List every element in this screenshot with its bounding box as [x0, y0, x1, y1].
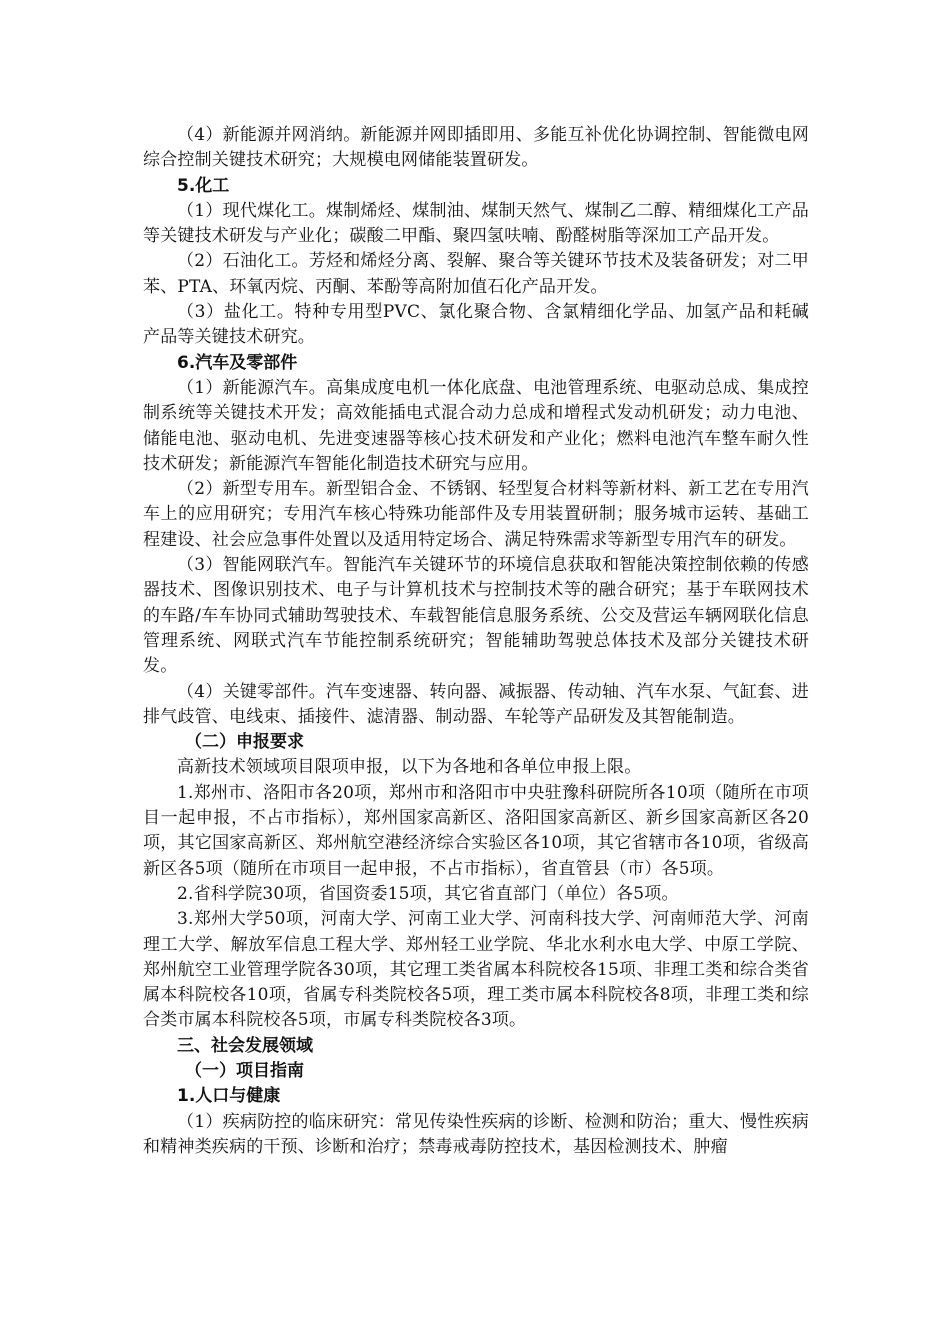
section-heading-chemical: 5.化工	[177, 175, 230, 196]
paragraph-salt-chemical: （3）盐化工。特种专用型PVC、氯化聚合物、含氯精细化学品、加氢产品和耗碱产品等关键技术研究。	[143, 302, 809, 348]
paragraph-new-energy-grid: （4）新能源并网消纳。新能源并网即插即用、多能互补优化协调控制、智能微电网综合控制关键技术研究；大规模电网储能装置研发。	[143, 125, 809, 171]
section-heading-population-health: 1.人口与健康	[177, 1086, 281, 1107]
section-heading-automotive: 6.汽车及零部件	[177, 352, 298, 373]
paragraph-quota-universities: 3.郑州大学50项，河南大学、河南工业大学、河南科技大学、河南师范大学、河南理工大学、解放军信息工程大学、郑州轻工业学院、华北水利水电大学、中原工学院、郑州航空工业管理学院各30项，其它理工类省属本科院校各15项、非理工类和综合类省属本科院校各10项，省属专科类院校各5项，理工类市属本科院校各8项，非理工类和综合类市属本科院校各5项，市属专科类院校各3项。	[143, 909, 809, 1031]
paragraph-coal-chemical: （1）现代煤化工。煤制烯烃、煤制油、煤制天然气、煤制乙二醇、精细煤化工产品等关键技术研发与产业化；碳酸二甲酯、聚四氢呋喃、酚醛树脂等深加工产品开发。	[143, 200, 809, 247]
section-heading-social-development: 三、社会发展领域	[177, 1035, 313, 1056]
paragraph-quota-intro: 高新技术领域项目限项申报，以下为各地和各单位申报上限。	[177, 757, 642, 778]
paragraph-connected-vehicle: （3）智能网联汽车。智能汽车关键环节的环境信息获取和智能决策控制依赖的传感器技术、图像识别技术、电子与计算机技术与控制技术等的融合研究；基于车联网技术的车路/车车协同式辅助驾驶技术、车载智能信息服务系统、公交及营运车辆网联化信息管理系统、网联式汽车节能控制系统研究；智能辅助驾驶总体技术及部分关键技术研发。	[143, 555, 809, 677]
paragraph-key-parts: （4）关键零部件。汽车变速器、转向器、减振器、传动轴、汽车水泵、气缸套、进排气歧管、电线束、插接件、滤清器、制动器、车轮等产品研发及其智能制造。	[143, 681, 809, 727]
paragraph-special-vehicle: （2）新型专用车。新型铝合金、不锈钢、轻型复合材料等新材料、新工艺在专用汽车上的应用研究；专用汽车核心特殊功能部件及专用装置研制；服务城市运转、基础工程建设、社会应急事件处置以及适用特定场合、满足特殊需求等新型专用汽车的研发。	[143, 479, 809, 550]
paragraph-disease-prevention: （1）疾病防控的临床研究：常见传染性疾病的诊断、检测和防治；重大、慢性疾病和精神类疾病的干预、诊断和治疗；禁毒戒毒防控技术，基因检测技术、肿瘤	[143, 1111, 809, 1157]
paragraph-new-energy-vehicle: （1）新能源汽车。高集成度电机一体化底盘、电池管理系统、电驱动总成、集成控制系统等关键技术开发；高效能插电式混合动力总成和增程式发动机研发；动力电池、储能电池、驱动电机、先进变速器等核心技术研发和产业化；燃料电池汽车整车耐久性技术研发；新能源汽车智能化制造技术研究与应用。	[143, 377, 809, 474]
section-heading-project-guide: （一）项目指南	[185, 1060, 304, 1081]
paragraph-petrochemical: （2）石油化工。芳烃和烯烃分离、裂解、聚合等关键环节技术及装备研发；对二甲苯、PTA、环氧丙烷、丙酮、苯酚等高附加值石化产品开发。	[143, 251, 809, 297]
paragraph-quota-academy: 2.省科学院30项，省国资委15项，其它省直部门（单位）各5项。	[177, 883, 679, 904]
section-heading-application-requirements: （二）申报要求	[185, 732, 304, 753]
paragraph-quota-cities: 1.郑州市、洛阳市各20项，郑州市和洛阳市中央驻豫科研院所各10项（随所在市项目一起申报，不占市指标），郑州国家高新区、洛阳国家高新区、新乡国家高新区各20项，其它国家高新区、郑州航空港经济综合实验区各10项，其它省辖市各10项，省级高新区各5项（随所在市项目一起申报，不占市指标），省直管县（市）各5项。	[143, 782, 809, 879]
